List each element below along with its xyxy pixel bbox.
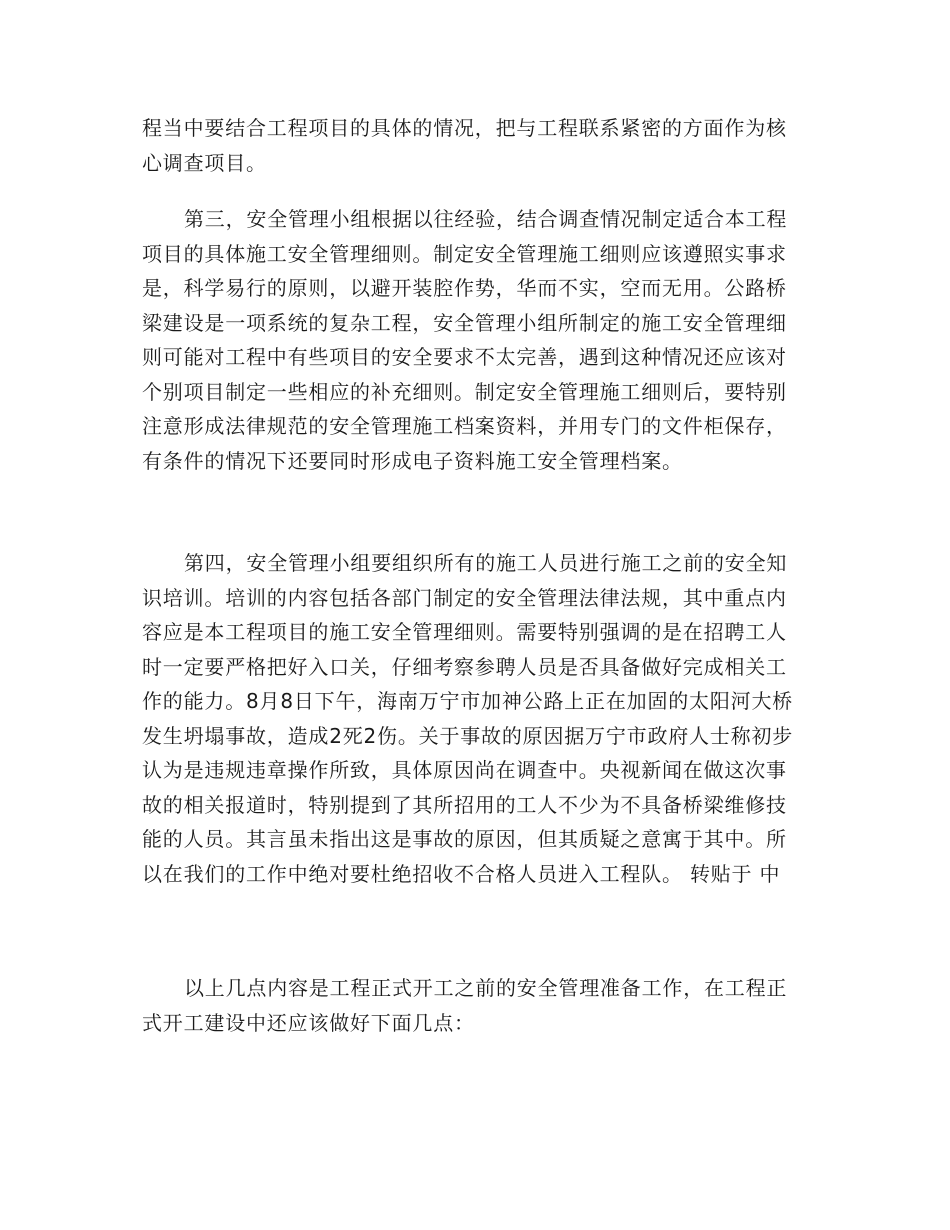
paragraph-continuation: 程当中要结合工程项目的具体的情况，把与工程联系紧密的方面作为核心调查项目。 — [142, 116, 787, 175]
paragraph-summary: 以上几点内容是工程正式开工之前的安全管理准备工作，在工程正式开工建设中还应该做好下面几点： — [142, 976, 788, 1035]
paragraph-third-point: 第三，安全管理小组根据以往经验，结合调查情况制定适合本工程项目的具体施工安全管理细则。制定安全管理施工细则应该遵照实事求是，科学易行的原则，以避开装腔作势，华而不实，空而无用。公路桥梁建设是一项系统的复杂工程，安全管理小组所制定的施工安全管理细则可能对工程中有些项目的安全要求不太完善，遇到这种情况还应该对个别项目制定一些相应的补充细则。制定安全管理施工细则后，要特别注意形成法律规范的安全管理施工档案资料，并用专门的文件柜保存，有条件的情况下还要同时形成电子资料施工安全管理档案。 — [142, 207, 788, 473]
paragraph-fourth-point: 第四，安全管理小组要组织所有的施工人员进行施工之前的安全知识培训。培训的内容包括各部门制定的安全管理法律法规，其中重点内容应是本工程项目的施工安全管理细则。需要特别强调的是在招聘工人时一定要严格把好入口关，仔细考察参聘人员是否具备做好完成相关工作的能力。8月8日下午，海南万宁市加神公路上正在加固的太阳河大桥发生坍塌事故，造成2死2伤。关于事故的原因据万宁市政府人士称初步认为是违规违章操作所致，具体原因尚在调查中。央视新闻在做这次事故的相关报道时，特别提到了其所招用的工人不少为不具备桥梁维修技能的人员。其言虽未指出这是事故的原因，但其质疑之意寓于其中。所以在我们的工作中绝对要杜绝招收不合格人员进入工程队。 转贴于 中 — [142, 551, 794, 886]
